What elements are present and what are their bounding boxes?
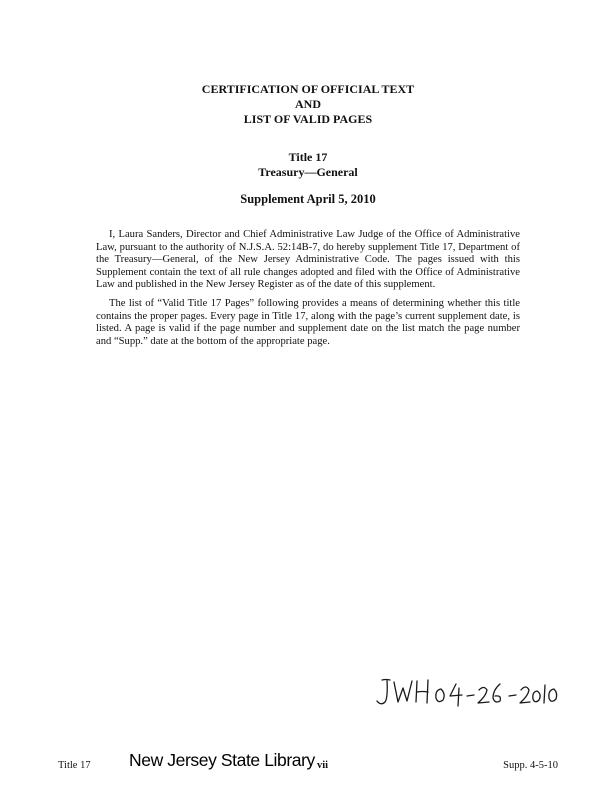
certification-heading [0, 82, 616, 127]
certification-line-2: AND [295, 97, 321, 111]
certification-line-3: LIST OF VALID PAGES [243, 112, 373, 126]
title-subtitle: Treasury—General [258, 165, 358, 179]
valid-pages-paragraph: The list of “Valid Title 17 Pages” following provides a means of determining whether this title contains the proper pages. Every page in Title 17, along with the page’s current supplement date, is listed. A page is valid if the page number and supplement date on the list match the page number and “Supp.” date at the bottom of the appropriate page. [96, 298, 520, 347]
title-number: Title 17 [288, 150, 328, 164]
title-heading [0, 150, 616, 180]
page-number: vii [317, 760, 329, 771]
footer-title: Title 17 [58, 760, 91, 771]
supplement-heading: Supplement April 5, 2010 [240, 192, 376, 206]
supplement-date: Supp. 4-5-10 [503, 760, 558, 771]
certification-line-1: CERTIFICATION OF OFFICIAL TEXT [201, 82, 415, 96]
certification-paragraph: I, Laura Sanders, Director and Chief Administrative Law Judge of the Office of Administrative Law, pursuant to the authority of N.J.S.A. 52:14B-7, do hereby supplement Title 17, Department of the Treasury—General, of the New Jersey Administrative Code. The pages issued with this Supplement contain the text of all rule changes adopted and filed with the Office of Administrative Law and published in the New Jersey Register as of the date of this supplement. [96, 229, 520, 291]
handwritten-initials-date [372, 672, 562, 722]
library-stamp: New Jersey State Library [129, 750, 315, 770]
